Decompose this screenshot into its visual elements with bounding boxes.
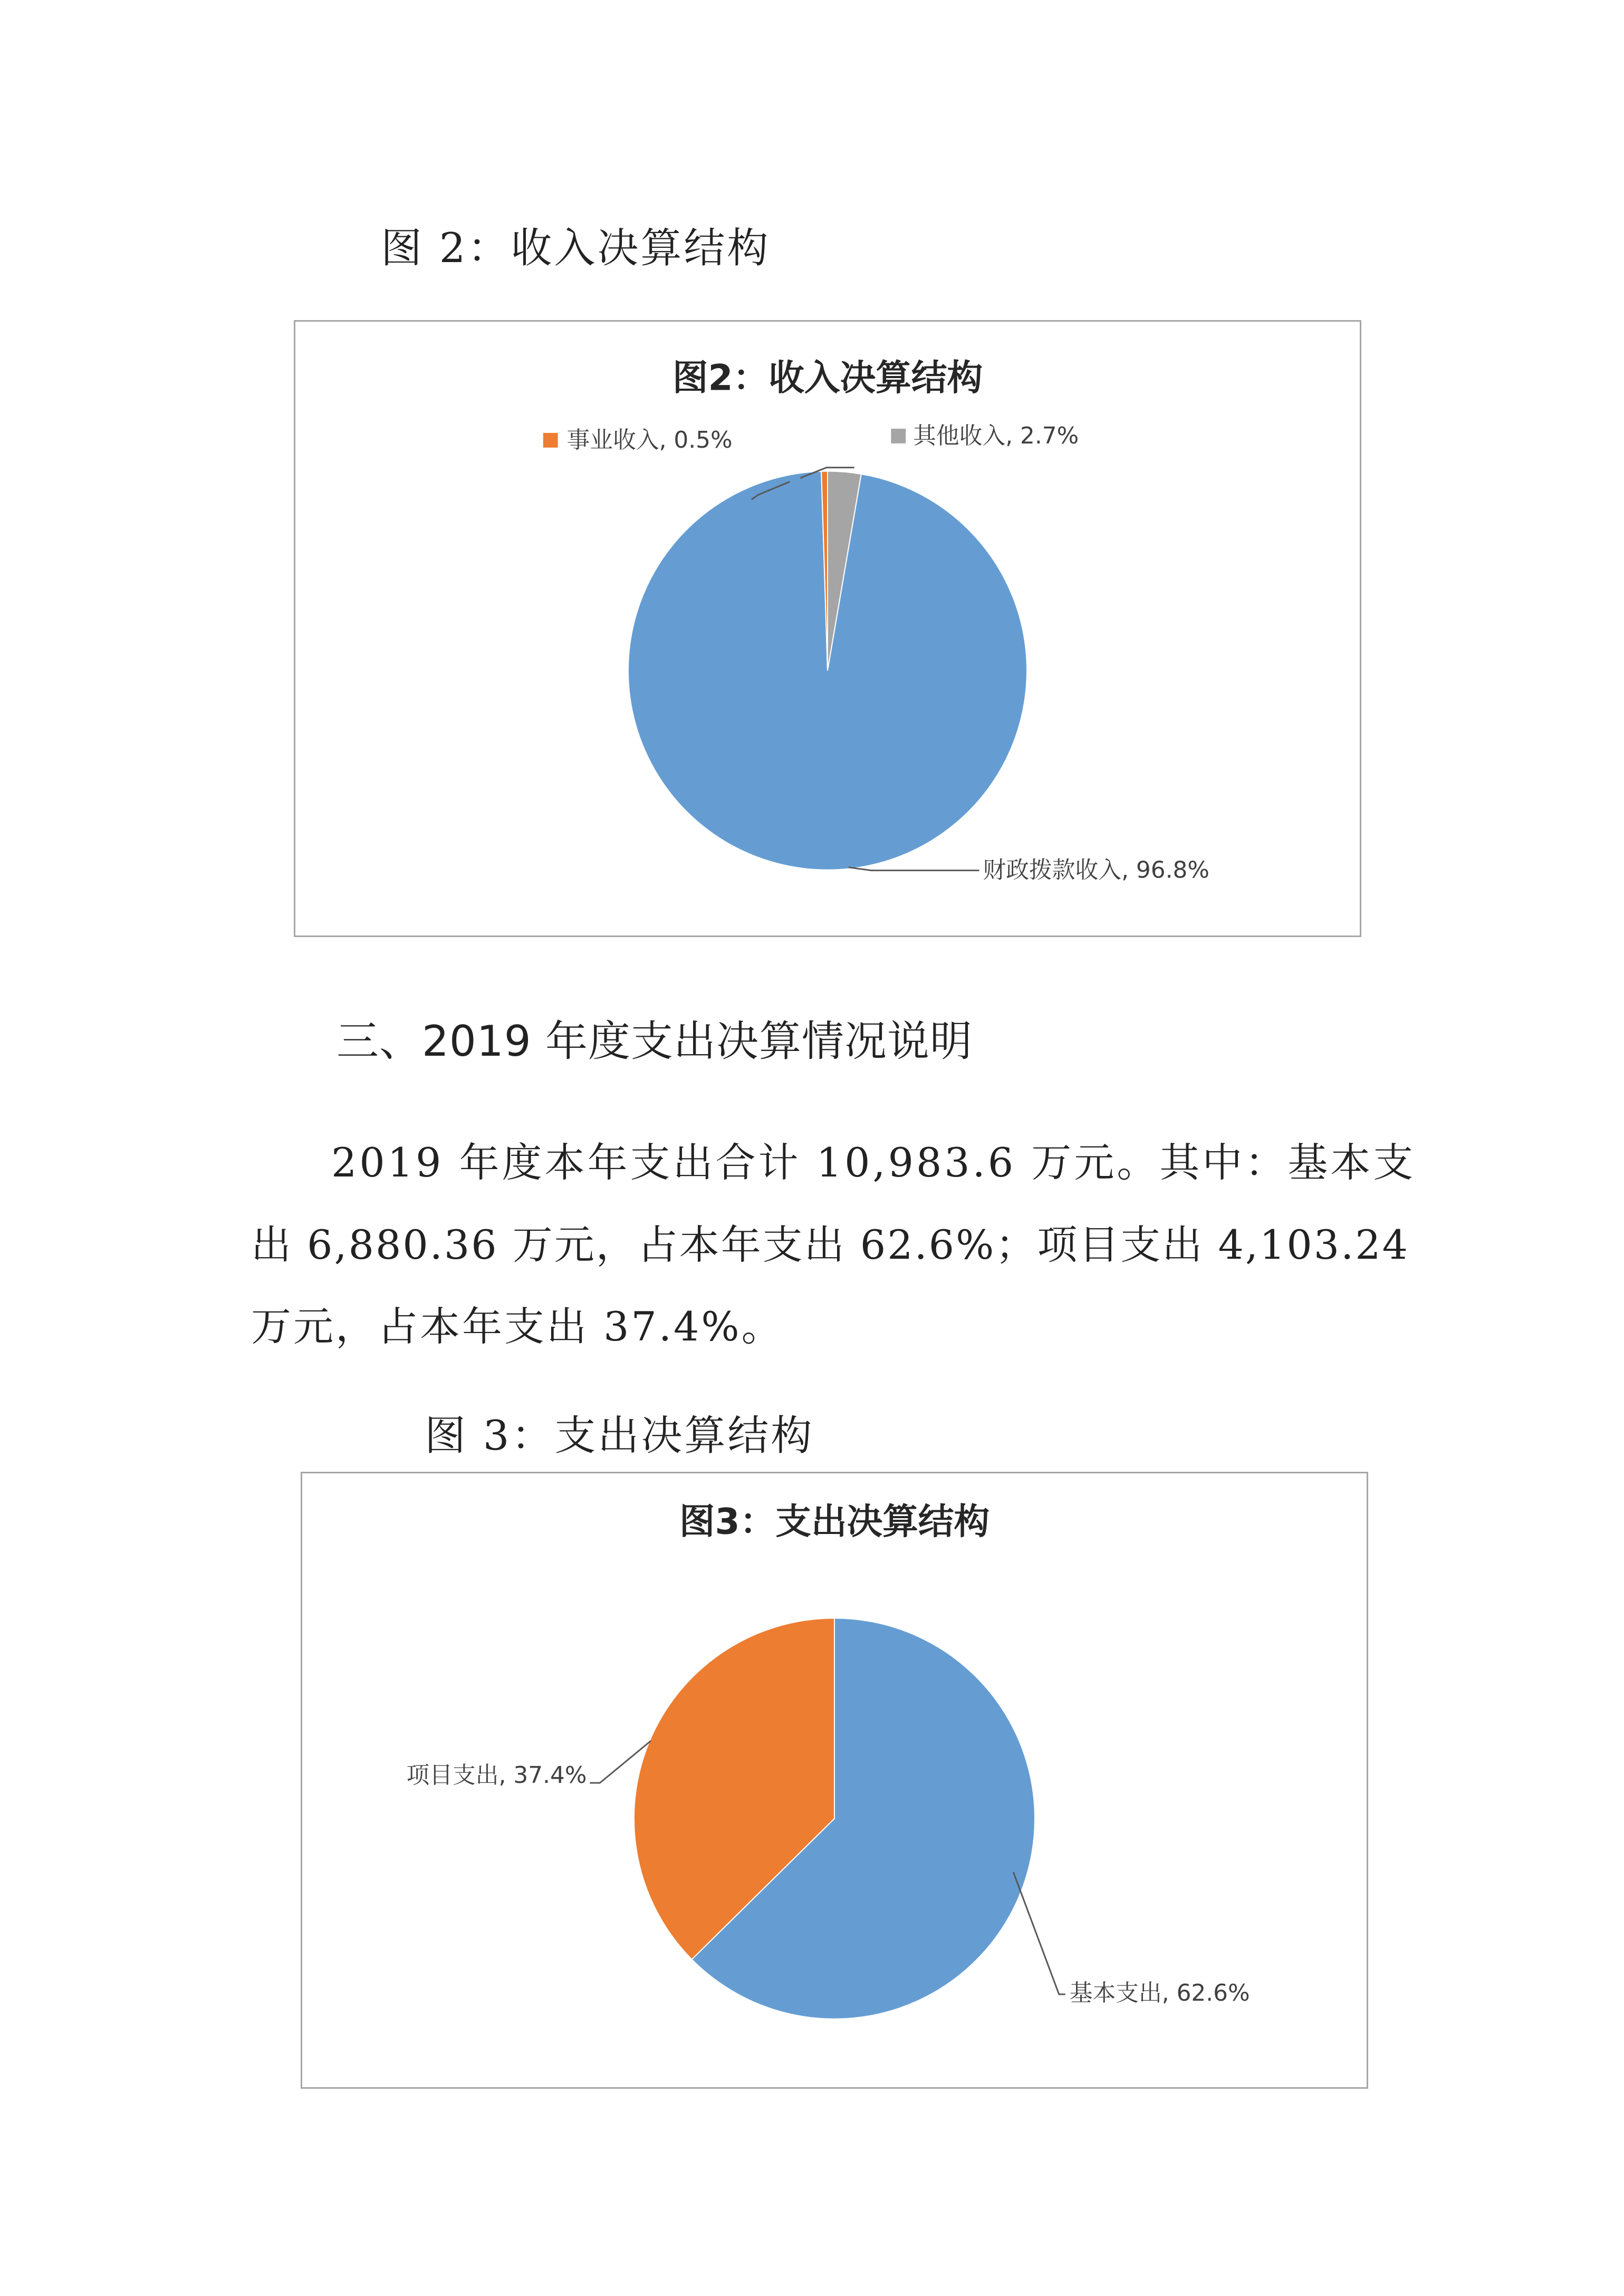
data-label-caizheng: 财政拨款收入, 96.8% bbox=[983, 856, 1209, 884]
chart-title: 图2：收入决算结构 bbox=[672, 356, 983, 399]
chart-expense-svg bbox=[302, 1473, 1367, 2087]
chart-title: 图3：支出决算结构 bbox=[679, 1500, 990, 1542]
paragraph-line: 2019 年度本年支出合计 10,983.6 万元。其中：基本支 bbox=[331, 1139, 1416, 1186]
section-heading: 三、2019 年度支出决算情况说明 bbox=[337, 1017, 973, 1066]
chart-income-structure bbox=[294, 320, 1361, 937]
paragraph-line: 出 6,880.36 万元，占本年支出 62.6%；项目支出 4,103.24 bbox=[251, 1221, 1409, 1268]
data-label-jiben: 基本支出, 62.6% bbox=[1069, 1979, 1250, 2006]
figure-2-caption: 图 2：收入决算结构 bbox=[381, 225, 771, 272]
data-label-shiye: 事业收入, 0.5% bbox=[566, 426, 733, 454]
label-swatch-shiye bbox=[543, 433, 558, 448]
data-label-xiangmu: 项目支出, 37.4% bbox=[406, 1761, 587, 1789]
leader-line-caizheng bbox=[849, 867, 979, 871]
pie-slices bbox=[634, 1618, 1035, 2019]
label-swatch-qita bbox=[891, 429, 906, 443]
paragraph-line: 万元，占本年支出 37.4%。 bbox=[251, 1303, 784, 1350]
figure-3-caption: 图 3：支出决算结构 bbox=[425, 1412, 814, 1460]
data-label-qita: 其他收入, 2.7% bbox=[913, 422, 1079, 449]
chart-income-svg bbox=[295, 322, 1360, 935]
chart-expense-structure bbox=[301, 1472, 1368, 2089]
pie-slices bbox=[628, 471, 1027, 870]
